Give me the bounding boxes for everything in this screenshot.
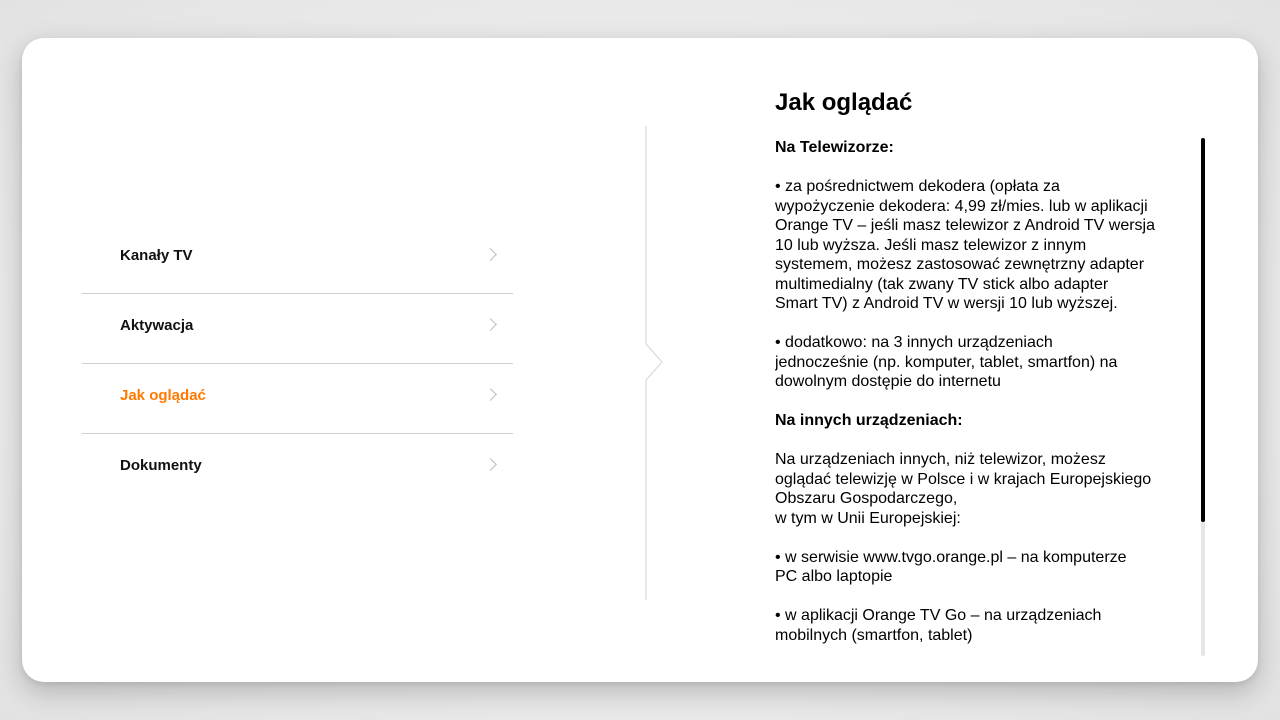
chevron-right-icon [484,248,497,261]
chevron-right-icon [484,388,497,401]
menu-item-aktywacja[interactable] [82,294,513,364]
menu-item-label: Jak oglądać [120,387,206,404]
section-heading: Na innych urządzeniach: [775,412,963,429]
menu-item-label: Dokumenty [120,457,202,474]
section-paragraph: • za pośrednictwem dekodera (opłata za wypożyczenie dekodera: 4,99 zł/mies. lub w aplikacji Orange TV – jeśli masz telewizor z Android TV wersja 10 lub wyższa. Jeśli masz telewizor z innym systemem, możesz zastosować zewnętrzny adapter multimedialny (tak zwany TV stick albo adapter Smart TV) z Android TV w wersji 10 lub wyższej. [775,178,1156,312]
menu-item-dokumenty[interactable] [82,434,513,503]
content-scroll-area[interactable] [775,138,1195,658]
scrollbar[interactable] [1201,138,1205,656]
menu-item-jak-ogladac[interactable] [82,364,513,434]
content-title: Jak oglądać [775,89,913,116]
section-paragraph: • w serwisie www.tvgo.orange.pl – na komputerze PC albo laptopie [775,548,1127,585]
content-header [775,88,1215,140]
chevron-right-icon [484,318,497,331]
content-card [22,38,1258,682]
section-heading: Na Telewizorze: [775,139,894,156]
menu-item-label: Aktywacja [120,317,194,334]
section-paragraph: Na urządzeniach innych, niż telewizor, możesz oglądać telewizję w Polsce i w krajach Europejskiego Obszaru Gospodarczego, w tym w Unii Europejskiej: [775,451,1152,527]
menu-item-kanaly-tv[interactable] [82,224,513,294]
section-paragraph: • w aplikacji Orange TV Go – na urządzeniach mobilnych (smartfon, tablet) [775,607,1102,644]
panel-divider [634,126,664,600]
scrollbar-thumb[interactable] [1201,138,1205,522]
section-paragraph: • dodatkowo: na 3 innych urządzeniach jednocześnie (np. komputer, tablet, smartfon) na dowolnym dostępie do internetu [775,334,1118,390]
chevron-right-icon [484,458,497,471]
menu-item-label: Kanały TV [120,247,193,264]
side-menu [82,224,513,503]
